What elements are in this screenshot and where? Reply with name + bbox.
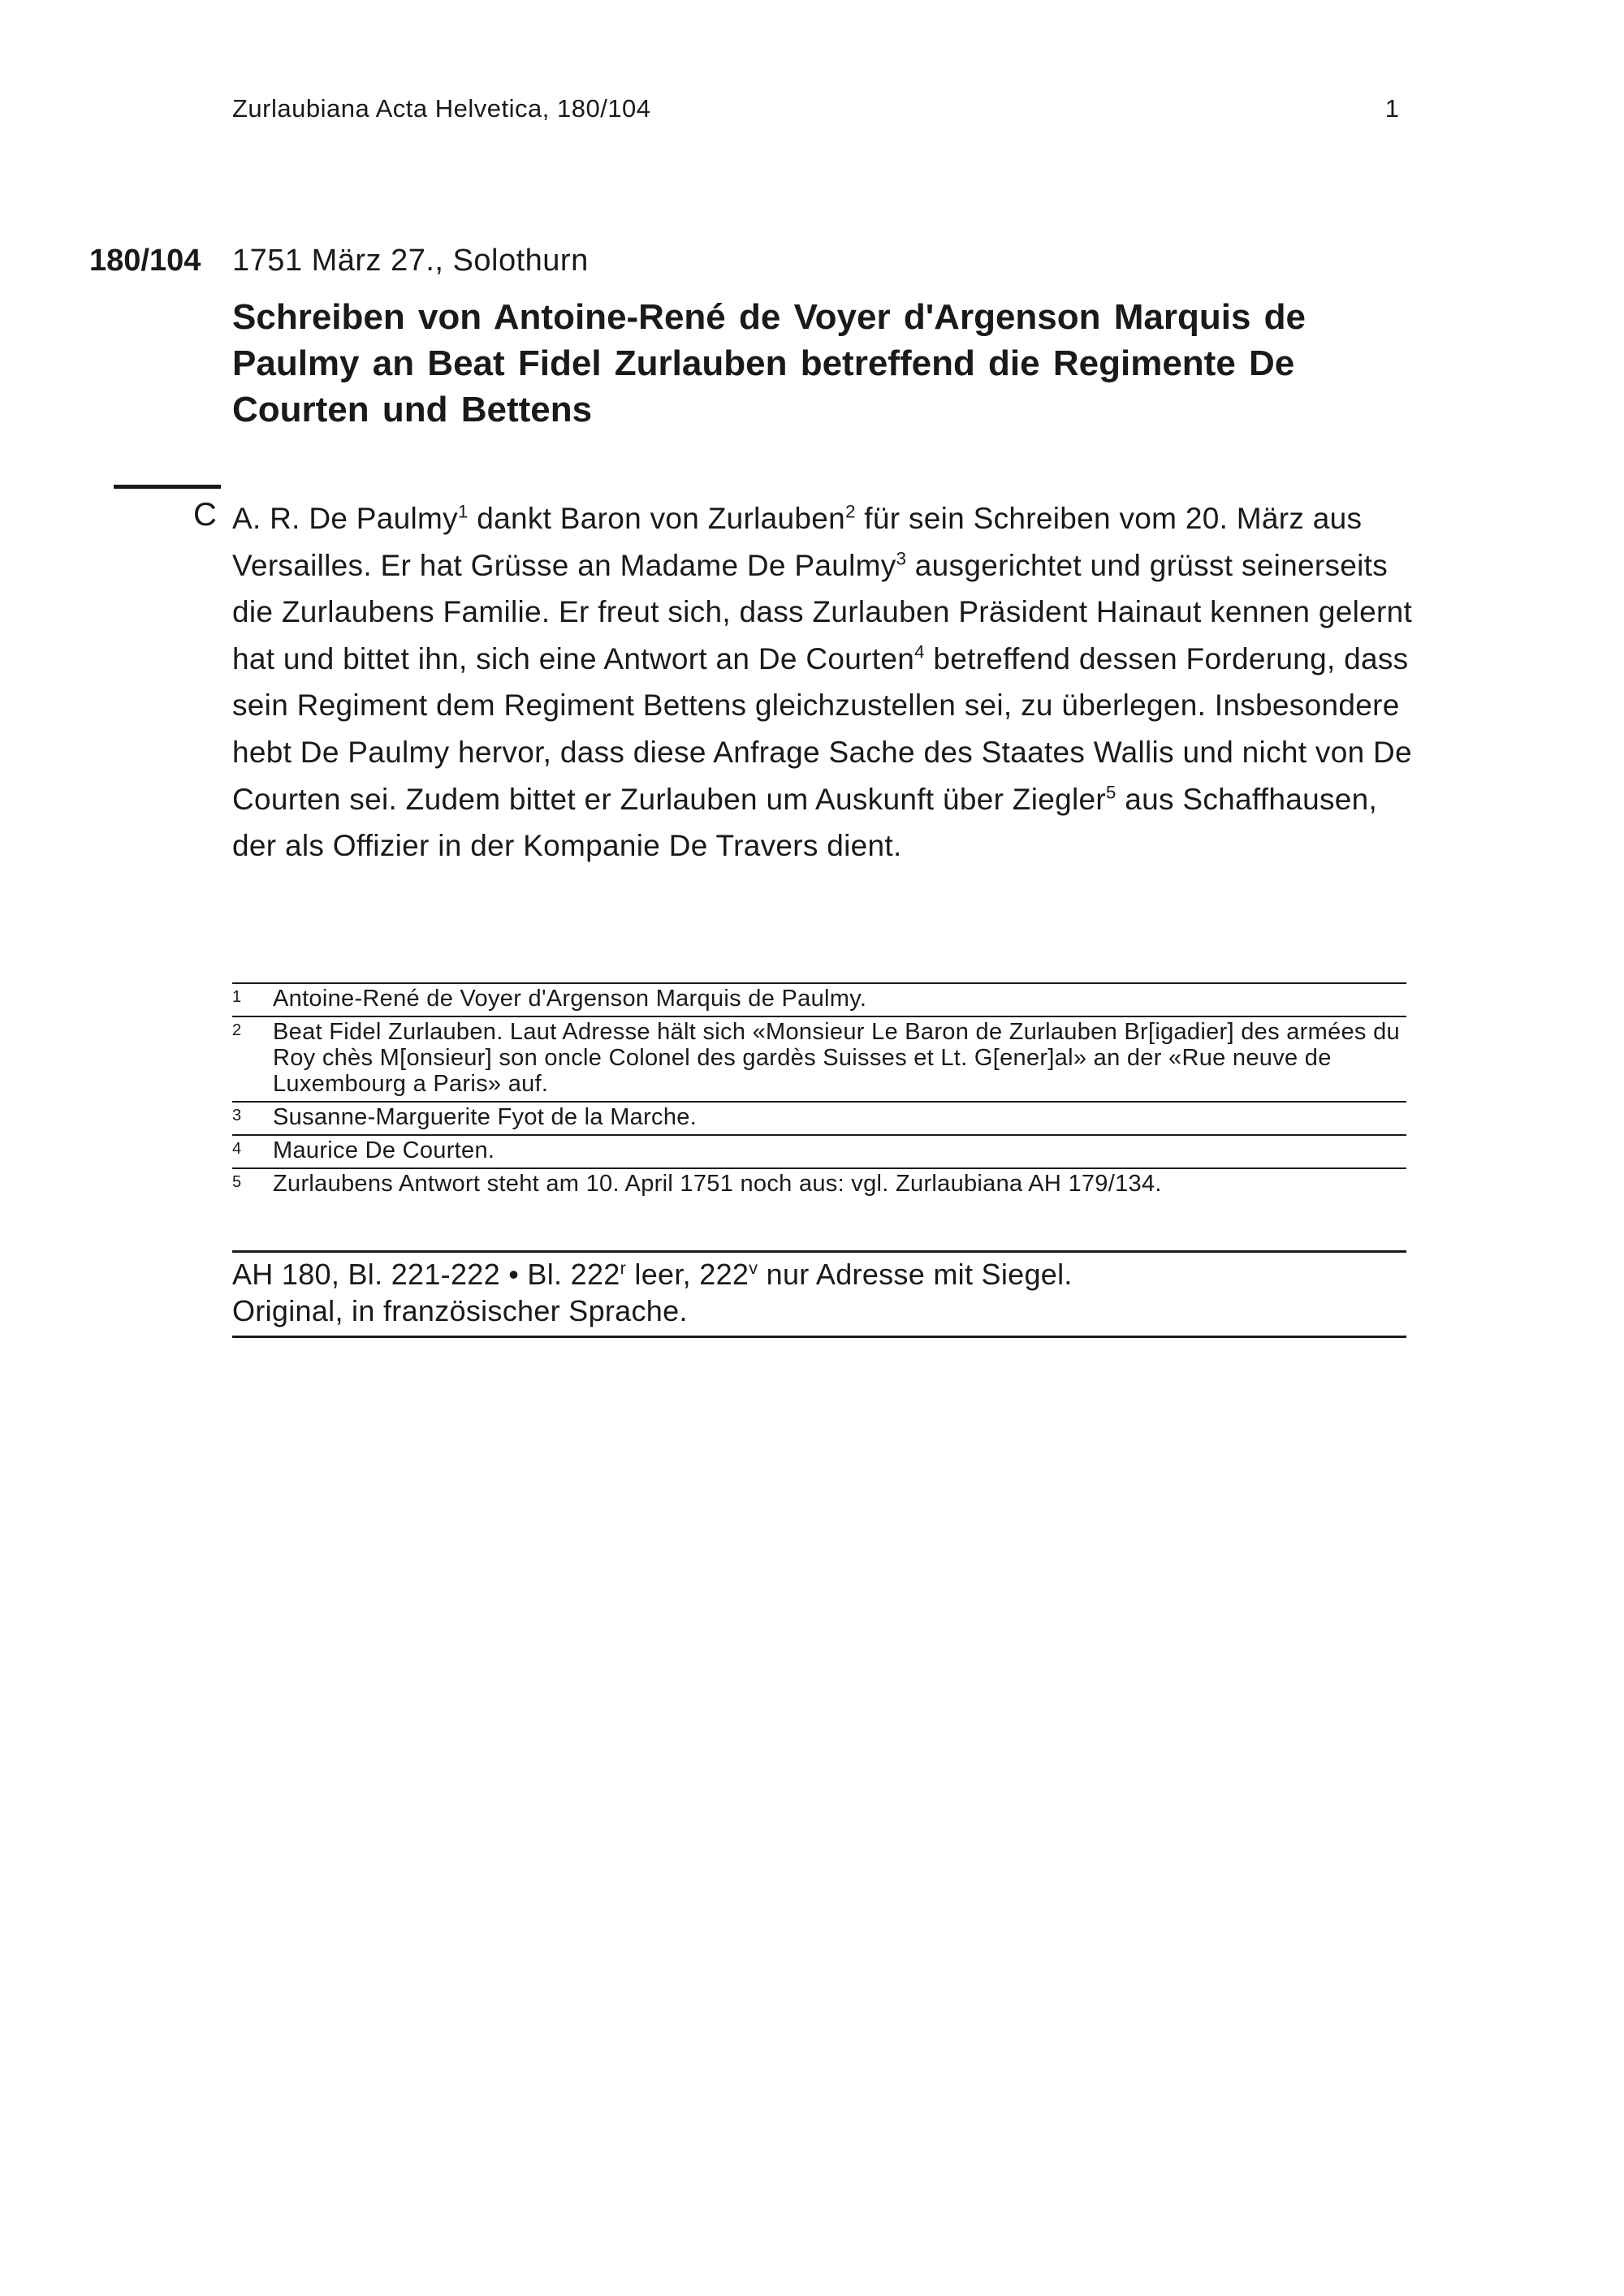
footnotes: [232, 982, 1406, 1201]
summary-text: dankt Baron von Zurlauben: [468, 502, 846, 535]
source-description: [232, 1250, 1406, 1338]
source-text: nur Adresse mit Siegel.: [758, 1258, 1073, 1291]
document-title: Schreiben von Antoine-René de Voyer d'Argenson Marquis de Paulmy an Beat Fidel Zurlauben betreffend die Regimente De Courten und Bettens: [232, 297, 1307, 429]
margin-mark: C: [193, 497, 217, 533]
margin-rule: [114, 485, 221, 489]
footnote-text: Antoine-René de Voyer d'Argenson Marquis de Paulmy.: [273, 986, 867, 1012]
footnote: [232, 982, 1406, 1016]
source-sup-recto: r: [620, 1258, 627, 1278]
footnote-ref-2[interactable]: 2: [845, 501, 856, 522]
footnote-ref-3[interactable]: 3: [896, 548, 907, 569]
running-head: Zurlaubiana Acta Helvetica, 180/104: [232, 94, 651, 123]
footnote-text: Maurice De Courten.: [273, 1137, 495, 1163]
summary-text: ausgerichtet und grüsst seinerseits die Zurlaubens Familie. Er freut sich, dass Zurlauben Präsident Hainaut kennen gelernt hat und bittet ihn, sich eine Antwort an De Courten: [232, 548, 1413, 675]
document-date-place: 1751 März 27., Solothurn: [232, 244, 589, 278]
source-text: AH 180, Bl. 221-222 • Bl. 222: [232, 1258, 620, 1291]
page-number: 1: [1384, 94, 1399, 123]
footnote-text: Susanne-Marguerite Fyot de la Marche.: [273, 1104, 698, 1130]
source-line-2: Original, in französischer Sprache.: [232, 1294, 688, 1327]
footnote-number: 2: [232, 1021, 242, 1039]
summary-text: betreffend dessen Forderung, dass sein Regiment dem Regiment Bettens gleichzustellen sei, zu überlegen. Insbesondere hebt De Paulmy hervor, dass diese Anfrage Sache des Staates Wallis und nicht von De Courten sei. Zudem bittet er Zurlauben um Auskunft über Ziegler: [232, 641, 1412, 816]
footnote-number: 1: [232, 988, 242, 1006]
footnote-text: Beat Fidel Zurlauben. Laut Adresse hält sich «Monsieur Le Baron de Zurlauben Br[igadier] des armées du Roy chès M[onsieur] son oncle Colonel des gardès Suisses et Lt. G[ener]al» an der «Rue neuve de Luxembourg a Paris» auf.: [273, 1019, 1400, 1097]
document-number: 180/104: [89, 244, 201, 278]
footnote: [232, 1134, 1406, 1167]
footnote-ref-4[interactable]: 4: [914, 641, 925, 662]
footnote-ref-1[interactable]: 1: [457, 501, 469, 522]
footnote: [232, 1101, 1406, 1134]
summary-text: für sein Schreiben vom 20. März aus Versailles. Er hat Grüsse an Madame De Paulmy: [232, 502, 1363, 582]
summary-paragraph: [232, 495, 1418, 870]
source-line-1: [232, 1256, 1406, 1293]
source-text: leer, 222: [626, 1258, 749, 1291]
footnote: [232, 1167, 1406, 1201]
footnote-text: Zurlaubens Antwort steht am 10. April 1751 noch aus: vgl. Zurlaubiana AH 179/134.: [273, 1171, 1162, 1197]
footnote: [232, 1016, 1406, 1101]
footnote-number: 5: [232, 1173, 242, 1191]
footnote-number: 4: [232, 1140, 242, 1158]
summary-text: aus Schaffhausen, der als Offizier in der Kompanie De Travers dient.: [232, 782, 1378, 863]
footnote-number: 3: [232, 1107, 242, 1124]
source-sup-verso: v: [749, 1258, 758, 1278]
summary-text: A. R. De Paulmy: [232, 502, 458, 535]
footnote-ref-5[interactable]: 5: [1105, 782, 1116, 803]
